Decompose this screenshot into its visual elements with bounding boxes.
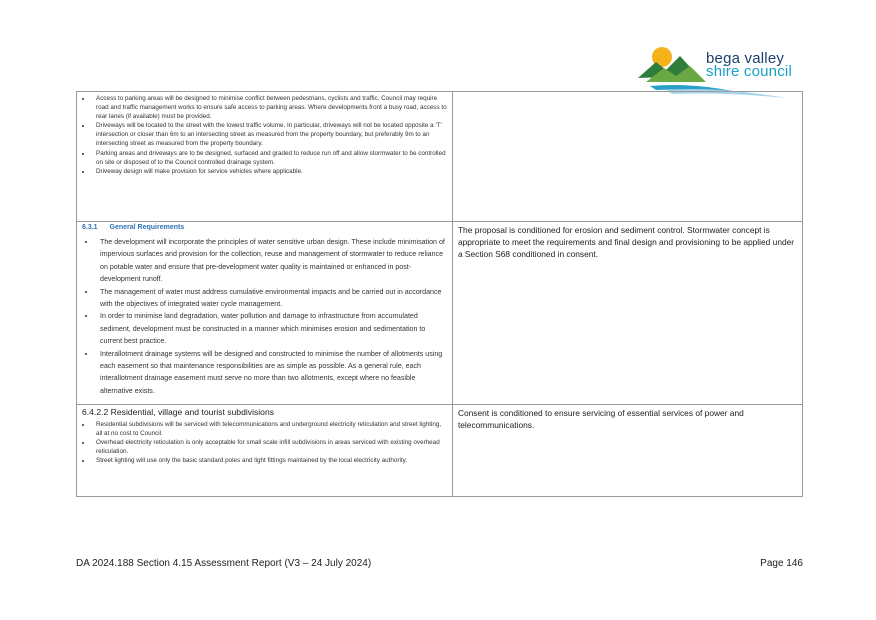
list-item: • Driveways will be located to the street with the lowest traffic volume. In particular, driveways will not be located opposite a ‘T’ intersection or closer than 6m to an intersecting street as measured from the property boundary, but preferably 9m to an intersecting street as measured from the property boundary. — [92, 121, 447, 148]
control-bullet-list — [82, 236, 447, 397]
list-item: • Parking areas and driveways are to be designed, surfaced and graded to reduce run off and allow stormwater to be controlled on site or disposed of to the Council controlled drainage system. — [92, 149, 447, 167]
control-cell — [77, 92, 453, 222]
list-item: • The development will incorporate the principles of water sensitive urban design. These include minimisation of impervious surfaces and provision for the collection, reuse and management of stormwater to reduce reliance on potable water and ensure that pre-development water quality is maintained or enhanced in post-development runoff. — [96, 236, 447, 286]
logo-name-line1: bega valley — [706, 50, 785, 67]
list-item: • Overhead electricity reticulation is only acceptable for small scale infill subdivisions in areas serviced with existing overhead reticulation. — [92, 438, 447, 456]
list-item: • Street lighting will use only the basic standard poles and light fittings maintained by the local electricity authority. — [92, 456, 447, 465]
section-title: General Requirements — [109, 224, 185, 231]
control-bullet-list — [82, 94, 447, 176]
control-bullet-list — [82, 420, 447, 465]
comment-cell: The proposal is conditioned for erosion and sediment control. Stormwater concept is appropriate to meet the requirements and final design and provisioning to be applied under a Section S68 conditioned in consent. — [452, 222, 802, 405]
section-number: 6.3.1 — [82, 224, 98, 231]
control-cell — [77, 222, 453, 405]
logo-name-line2: shire council — [706, 63, 792, 80]
comment-cell: Consent is conditioned to ensure servicing of essential services of power and telecommunications. — [452, 405, 802, 497]
footer-page-number: Page 146 — [760, 558, 803, 569]
table-row — [77, 92, 803, 222]
list-item: • Interallotment drainage systems will be designed and constructed to minimise the number of allotments using each easement so that maintenance responsibilities are as simple as possible. As a general rule, each interallotment drainage easement must serve no more than two allotments, except where no feasible alternative exists. — [96, 348, 447, 398]
comment-cell — [452, 92, 802, 222]
list-item: • The management of water must address cumulative environmental impacts and be carried out in accordance with the objectives of integrated water cycle management. — [96, 286, 447, 311]
control-cell — [77, 405, 453, 497]
assessment-table — [76, 91, 803, 497]
list-item: • Driveway design will make provision for service vehicles where applicable. — [92, 167, 447, 176]
list-item: • Access to parking areas will be designed to minimise conflict between pedestrians, cyclists and traffic. Council may require road and traffic management works to ensure safe access to parking areas. Where developments front a busy road, access to rear lanes (if available) must be provided. — [92, 94, 447, 121]
subsection-heading: 6.4.2.2 Residential, village and tourist subdivisions — [82, 407, 275, 417]
list-item: • Residential subdivisions will be serviced with telecommunications and underground electricity reticulation and street lighting, all at no cost to Council. — [92, 420, 447, 438]
section-heading — [82, 224, 447, 234]
list-item: • In order to minimise land degradation, water pollution and damage to infrastructure from accumulated sediment, development must be constructed in a manner which minimises erosion and sedimentation to current best practice. — [96, 310, 447, 347]
council-logo-text — [706, 52, 792, 78]
table-row — [77, 222, 803, 405]
footer-report-title: DA 2024.188 Section 4.15 Assessment Report (V3 – 24 July 2024) — [76, 558, 372, 569]
table-row — [77, 405, 803, 497]
